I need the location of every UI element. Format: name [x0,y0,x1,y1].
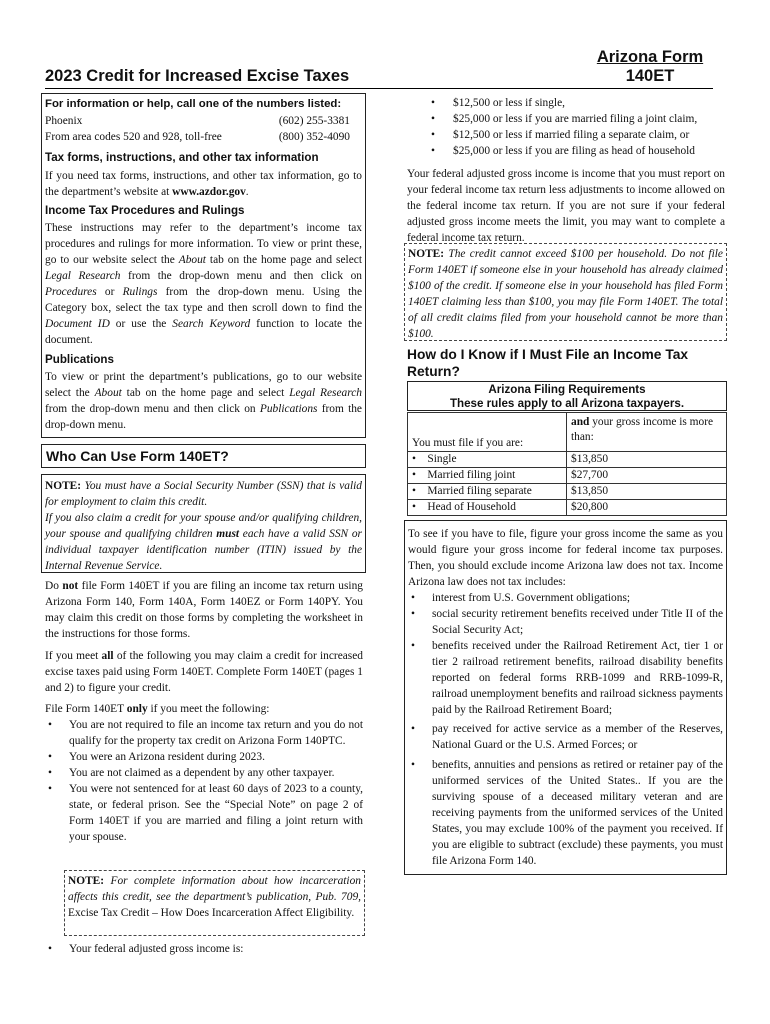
filing-req-title-box [407,381,727,411]
list-item: • Your federal adjusted gross income is: [45,941,363,957]
procedures-heading: Income Tax Procedures and Rulings [45,204,245,217]
form-title [585,48,715,86]
list-item: • pay received for active service as a member of the Reserves, National Guard or the U.S. Armed Forces; or [408,721,723,753]
table-row: • Married filing separate $13,850 [408,484,727,500]
form-title-line2: 140ET [625,67,675,85]
list-item: • $12,500 or less if married filing a separate claim, or [407,127,727,143]
col-status-header: You must file if you are: [408,413,567,452]
phoenix-number: (602) 255-3381 [278,115,350,127]
incarceration-note: NOTE: For complete information about how incarceration affects this credit, see the department’s publication, Pub. 709, Excise Tax Credit – How Does Incarceration Affect Eligibility. [64,870,365,936]
list-item: • $12,500 or less if single, [407,95,727,111]
phone-row-phoenix [45,113,362,129]
phone-row-area [45,129,362,145]
household-note: NOTE: The credit cannot exceed $100 per household. Do not file Form 140ET if someone else in your household has already claimed $100 of the credit. If someone else in your household has filed Form 140ET claiming less than $100, you may file Form 140ET. The total of all credit claims filed from your household cannot be more than $100. [404,243,727,341]
list-item: • $25,000 or less if you are married filing a joint claim, [407,111,727,127]
if-meet-text: If you meet all of the following you may claim a credit for increased excise taxes paid using Form 140ET. Complete Form 140ET (pages 1 and 2) to figure your credit. [45,650,363,694]
ssn-note: NOTE: You must have a Social Security Number (SSN) that is valid for employment to claim this credit. [45,480,362,508]
how-heading: How do I Know if I Must File an Income Tax Return? [407,347,689,379]
exclusions-list [408,590,723,869]
list-item: • interest from U.S. Government obligations; [408,590,723,606]
list-item: • You were not sentenced for at least 60 days of 2023 to a county, state, or federal prison. See the “Special Note” on page 2 of Form 140ET if you are married and filing a joint return with your spouse. [45,781,363,845]
header-rule [45,88,713,89]
fagi-text: Your federal adjusted gross income is income that you must report on your federal income tax return less adjustments to income allowed on the federal income tax return. If you are not sure if your federal adjusted gross income meets the limit, you may want to complete a federal income tax return. [407,168,725,244]
page-title: 2023 Credit for Increased Excise Taxes [45,67,350,85]
do-not-file-text: Do not file Form 140ET if you are filing an income tax return using Arizona Form 140, Form 140A, Form 140EZ or Form 140PY. You may claim this credit on those forms by completing the worksheet in the instructions for those forms. [45,580,363,640]
who-heading-box [41,444,366,468]
publications-text: To view or print the department’s publications, go to our website select the About tab on the home page and select Legal Research from the drop-down menu and then click on Publications from the drop-down menu. [45,371,362,431]
who-note-box [41,474,366,573]
eligibility-list [45,717,363,845]
info-heading: For information or help, call one of the numbers listed: [45,98,342,110]
list-item: • You are not required to file an income tax return and you do not qualify for the property tax credit on Arizona Form 140PTC. [45,717,363,749]
list-item: • $25,000 or less if you are filing as head of household [407,143,727,159]
phoenix-label: Phoenix [45,115,83,127]
table-row: • Married filing joint $27,700 [408,468,727,484]
who-heading: Who Can Use Form 140ET? [46,448,229,464]
tax-forms-text: If you need tax forms, instructions, and other tax information, go to the department’s website at www.azdor.gov. [45,170,362,198]
req-title-1: Arizona Filing Requirements [488,383,646,396]
gross-income-text: To see if you have to file, figure your gross income the same as you would figure your gross income for federal income tax purposes. Then, you should exclude income Arizona law does not tax. Income Arizona law does not tax includes: [408,528,723,588]
publications-heading: Publications [45,353,114,366]
list-item: • You were an Arizona resident during 2023. [45,749,363,765]
list-item: • benefits received under the Railroad Retirement Act, tier 1 or tier 2 railroad retirement benefits, railroad disability benefits reported on federal forms RRB-1099 and RRB-1099-R, railroad unemployment benefits and railroad sickness payments paid by the Railroad Retirement Board; [408,638,723,718]
who-body [45,578,363,845]
area-label: From area codes 520 and 928, toll-free [45,131,222,143]
table-row: • Single $13,850 [408,452,727,468]
file-only-text: File Form 140ET only if you meet the following: [45,703,270,715]
gross-income-box [404,520,727,875]
req-title-2: These rules apply to all Arizona taxpayers. [449,397,685,410]
income-intro-list [45,941,363,957]
website-link[interactable]: www.azdor.gov [172,186,246,198]
table-header-row [408,413,727,452]
col-amount-header: and your gross income is more than: [567,413,727,452]
area-number: (800) 352-4090 [278,131,350,143]
info-box [41,93,366,438]
table-row: • Head of Household $20,800 [408,500,727,516]
filing-req-table [407,412,727,516]
tax-forms-heading: Tax forms, instructions, and other tax information [45,151,319,164]
list-item: • social security retirement benefits received under Title II of the Social Security Act; [408,606,723,638]
list-item: • You are not claimed as a dependent by any other taxpayer. [45,765,363,781]
form-title-line1: Arizona Form [596,48,704,66]
income-limits-list [407,95,727,159]
spouse-note: If you also claim a credit for your spouse and/or qualifying children, your spouse and qualifying children must each have a valid SSN or individual taxpayer identification number (ITIN) issued by the Internal Revenue Service. [45,512,362,572]
list-item: • benefits, annuities and pensions as retired or retainer pay of the uniformed services of the United States.. If you are the surviving spouse of a deceased military veteran and are receiving payments from the uniformed services of the United States, you may exclude 100% of the payment you received. If you are eligible to subtract (exclude) these payments, you must file Arizona Form 140. [408,757,723,869]
procedures-text: These instructions may refer to the department’s income tax procedures and rulings for more information. To view or print these, go to our website select the About tab on the home page and select Legal Research from the drop-down menu and then click on Procedures or Rulings from the drop-down menu. Using the Category box, select the tax type and then scroll down to find the Document ID or use the Search Keyword function to locate the document. [45,222,362,346]
